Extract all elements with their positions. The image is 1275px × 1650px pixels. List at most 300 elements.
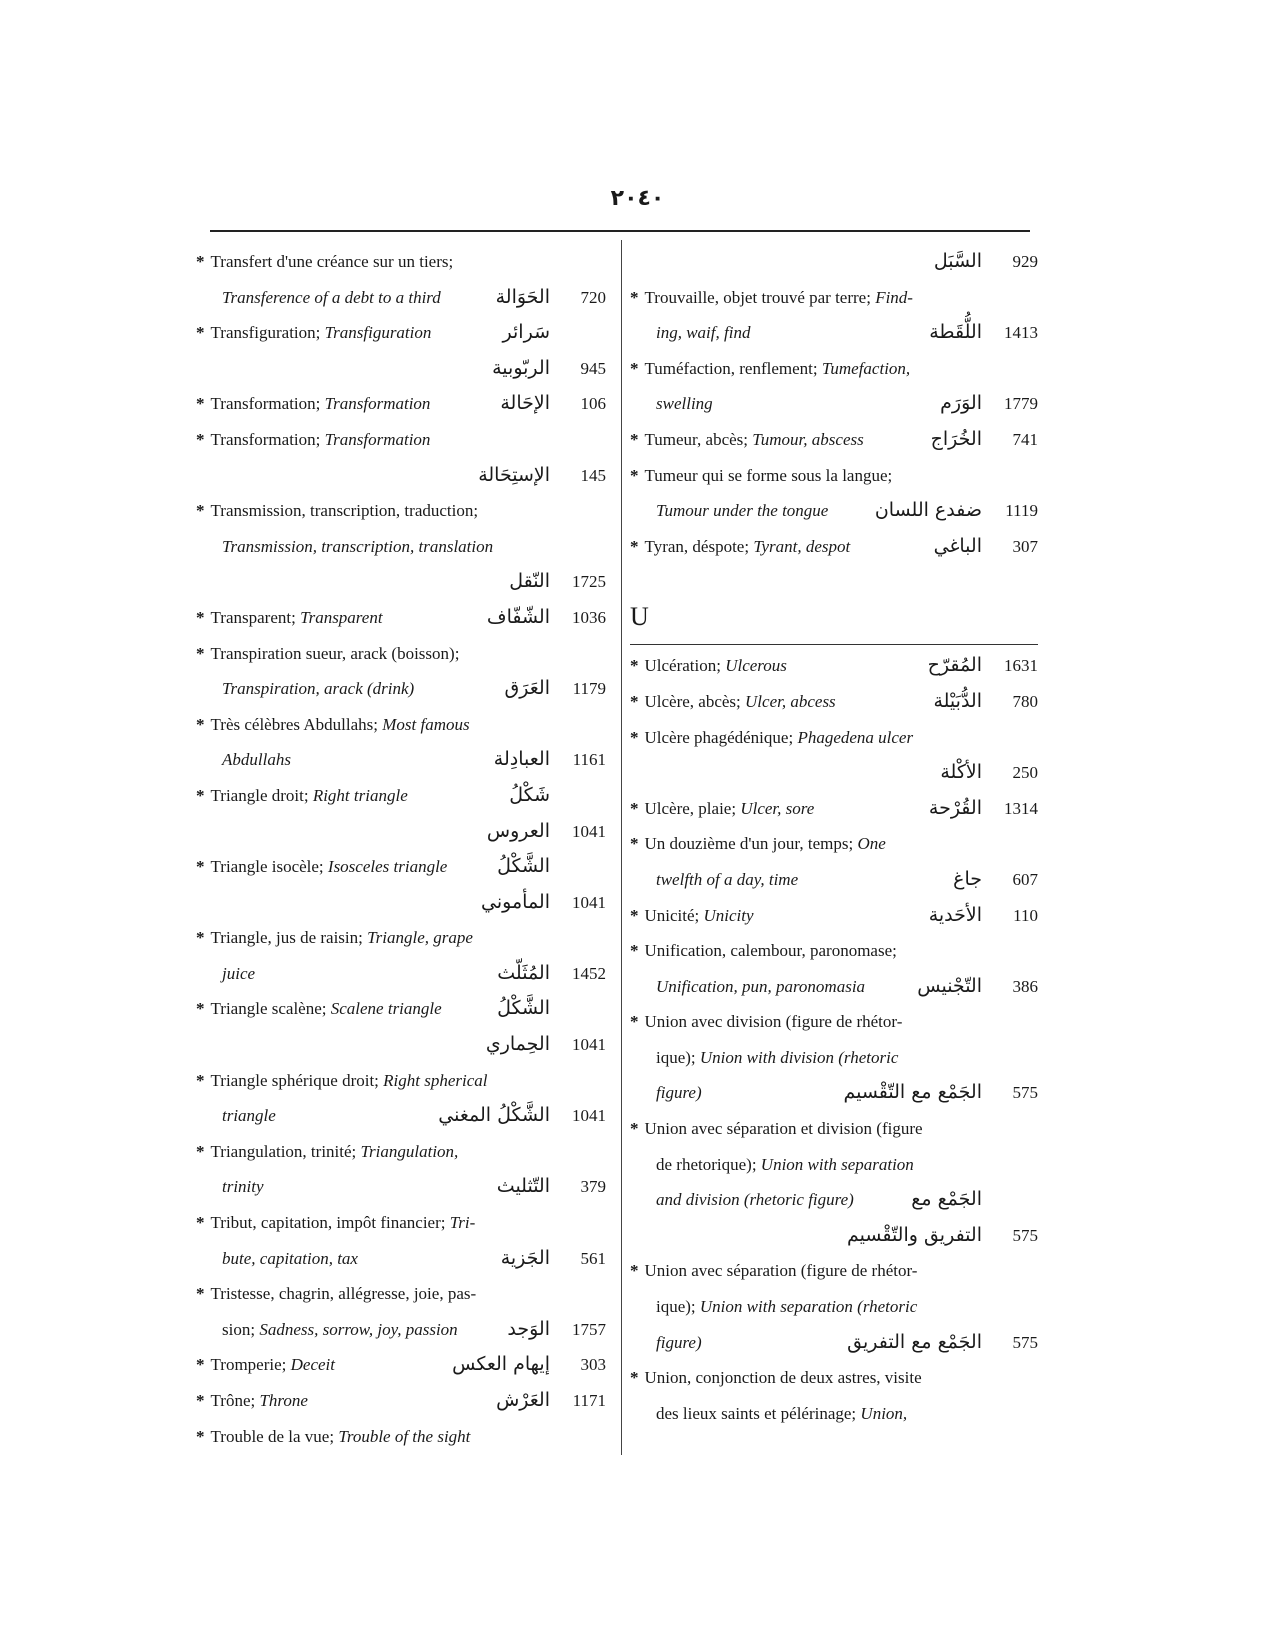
entry-text	[656, 386, 713, 422]
page-reference: 1171	[572, 1391, 606, 1410]
entry-continuation	[196, 529, 606, 565]
entry-text	[222, 671, 414, 707]
english-term: One	[857, 834, 886, 854]
entry-text	[222, 529, 493, 565]
english-term: Triangle, grape	[367, 928, 473, 948]
entry-continuation	[196, 1169, 606, 1205]
arabic-term: إيهام العكس	[452, 1353, 550, 1376]
header-rule	[210, 230, 1030, 232]
french-term: Unification, calembour, paronomase;	[644, 941, 897, 961]
bullet-icon: *	[196, 1141, 205, 1161]
bullet-icon: *	[196, 394, 205, 414]
entry-text	[656, 1147, 914, 1183]
entry-text	[196, 849, 447, 885]
english-term: Most famous	[382, 714, 470, 734]
french-term: Tyran, déspote;	[644, 536, 754, 556]
arabic-term: التّجْنيس	[917, 974, 982, 997]
arabic-term: الجَزية	[500, 1246, 550, 1269]
entry-text	[222, 1169, 264, 1205]
french-term: Tribut, capitation, impôt financier;	[210, 1213, 450, 1233]
entry-line	[630, 826, 1038, 862]
arabic-term: الوَرَم	[940, 392, 982, 415]
entry-line	[630, 1004, 1038, 1040]
english-term: Tumour under the tongue	[656, 501, 829, 521]
bullet-icon: *	[196, 643, 205, 663]
entry-text	[196, 991, 442, 1027]
entry-text	[196, 600, 383, 636]
arabic-term: النّقل	[509, 570, 550, 593]
arabic-term: الباغي	[933, 534, 982, 557]
arabic-term: الشَّكْلُ المغني	[438, 1104, 550, 1127]
arabic-term: الجَمْع مع	[911, 1188, 982, 1211]
entry-line	[630, 280, 1038, 316]
french-term: Transfiguration;	[210, 323, 325, 343]
english-term: Transference of a debt to a third	[222, 287, 441, 307]
page-reference: 1119	[1005, 501, 1038, 521]
entry-continuation	[630, 244, 1038, 280]
bullet-icon: *	[630, 1368, 639, 1388]
arabic-term: اللُّقَطة	[929, 321, 982, 344]
arabic-term: التفريق والتّقْسيم	[847, 1223, 982, 1246]
page-reference: 106	[580, 394, 606, 414]
french-term: Triangle sphérique droit;	[210, 1070, 384, 1090]
entry-text	[656, 1040, 898, 1076]
left-column	[196, 244, 606, 1454]
entry-text	[196, 244, 453, 280]
english-term: Transformation	[324, 394, 431, 414]
page-reference: 1041	[572, 1035, 606, 1055]
french-term: Tuméfaction, renflement;	[644, 358, 822, 378]
entry-line	[196, 244, 606, 280]
french-term: Triangle droit;	[210, 785, 313, 805]
arabic-term: العَرْش	[496, 1389, 550, 1411]
entry-text	[196, 1383, 308, 1419]
page-reference: 945	[580, 358, 606, 378]
entry-continuation	[630, 1218, 1038, 1254]
entry-text	[196, 636, 459, 672]
entry-text	[656, 493, 828, 529]
page-reference: 929	[1012, 252, 1038, 271]
entry-text	[630, 791, 814, 827]
page-reference: 1631	[1004, 656, 1038, 676]
arabic-term: العبادِلة	[493, 748, 550, 771]
entry-text	[656, 862, 798, 898]
entry-text	[630, 933, 897, 969]
entry-continuation	[630, 1325, 1038, 1361]
entry-continuation	[196, 885, 606, 921]
french-term: Tumeur, abcès;	[644, 429, 753, 449]
entry-line	[630, 458, 1038, 494]
entry-line	[196, 991, 606, 1027]
bullet-icon: *	[630, 1012, 639, 1032]
french-term: Triangle, jus de raisin;	[210, 928, 368, 948]
bullet-icon: *	[196, 785, 205, 805]
entry-text	[222, 280, 441, 316]
entry-continuation	[196, 956, 606, 992]
page-reference: 1452	[572, 963, 606, 983]
entry-line	[630, 1253, 1038, 1289]
page-reference: 1413	[1004, 323, 1038, 343]
french-term: Transformation;	[210, 394, 325, 414]
entry-line	[196, 636, 606, 672]
arabic-term: ضفدع اللسان	[874, 499, 982, 522]
page-reference: 1161	[572, 750, 606, 770]
bullet-icon: *	[630, 798, 639, 818]
page-reference: 145	[580, 465, 606, 485]
page-reference: 1725	[572, 572, 606, 592]
entry-line	[630, 351, 1038, 387]
french-term: Triangle scalène;	[210, 999, 331, 1019]
french-term: Tromperie;	[210, 1355, 291, 1375]
entry-line	[630, 1360, 1038, 1396]
arabic-term: الشَّكْلُ	[497, 855, 550, 878]
entry-text	[630, 648, 787, 684]
english-term: twelfth of a day, time	[656, 869, 799, 889]
english-term: trinity	[222, 1177, 264, 1197]
arabic-term: الإستِحَالة	[478, 463, 550, 486]
french-term: Union, conjonction de deux astres, visite	[644, 1368, 922, 1388]
page-reference: 307	[1012, 536, 1038, 556]
entry-text	[196, 1276, 476, 1312]
page-reference: 780	[1012, 691, 1038, 711]
bullet-icon: *	[196, 999, 205, 1019]
french-term: Union avec séparation et division (figure	[644, 1119, 923, 1139]
entry-continuation	[630, 315, 1038, 351]
entry-continuation	[196, 1027, 606, 1063]
arabic-term: السَّبَل	[933, 250, 982, 272]
french-term: Trône;	[210, 1391, 260, 1410]
bullet-icon: *	[630, 1119, 639, 1139]
english-term: Union with separation	[760, 1154, 914, 1174]
page-reference: 1779	[1004, 394, 1038, 414]
bullet-icon: *	[196, 1355, 205, 1375]
entry-text	[196, 1419, 470, 1455]
french-term: Trouvaille, objet trouvé par terre;	[644, 287, 876, 307]
bullet-icon: *	[196, 1426, 205, 1446]
entry-text	[196, 1205, 475, 1241]
french-term: ique);	[656, 1047, 700, 1067]
page-reference: 607	[1012, 869, 1038, 889]
french-term: Transfert d'une créance sur un tiers;	[210, 252, 454, 271]
french-term: Ulcère, abcès;	[644, 691, 746, 711]
entry-text	[630, 720, 913, 756]
entry-line	[196, 778, 606, 814]
arabic-term: الحِماري	[485, 1033, 550, 1056]
bullet-icon: *	[630, 691, 639, 711]
english-term: Trouble of the sight	[338, 1426, 471, 1446]
entry-text	[630, 351, 910, 387]
english-term: Deceit	[290, 1355, 335, 1375]
english-term: Ulcer, sore	[740, 798, 815, 818]
arabic-term: شَكْلُ	[509, 783, 550, 806]
arabic-term: القُرْحة	[928, 796, 982, 819]
bullet-icon: *	[196, 607, 205, 627]
entry-line	[196, 422, 606, 458]
column-divider	[621, 240, 622, 1455]
english-term: Ulcerous	[725, 656, 787, 676]
bullet-icon: *	[630, 905, 639, 925]
french-term: Transpiration sueur, arack (boisson);	[210, 643, 460, 663]
french-term: Tristesse, chagrin, allégresse, joie, pas-	[210, 1284, 477, 1304]
english-term: swelling	[656, 394, 713, 414]
french-term: Ulcération;	[644, 656, 726, 676]
english-term: Tumour, abscess	[752, 429, 864, 449]
french-term: Très célèbres Abdullahs;	[210, 714, 383, 734]
page-reference: 379	[580, 1177, 606, 1197]
bullet-icon: *	[630, 287, 639, 307]
english-term: Isosceles triangle	[327, 857, 448, 877]
entry-text	[222, 1098, 276, 1134]
arabic-term: الخُرَاج	[930, 427, 982, 450]
french-term: Triangulation, trinité;	[210, 1141, 361, 1161]
bullet-icon: *	[196, 252, 205, 271]
entry-text	[196, 920, 473, 956]
right-column	[630, 244, 1038, 1431]
arabic-term: المأموني	[481, 890, 550, 913]
arabic-term: الربّوبية	[492, 356, 550, 379]
entry-text	[222, 742, 291, 778]
arabic-term: الإحَالة	[500, 392, 550, 415]
english-term: Right spherical	[383, 1070, 488, 1090]
page-reference: 386	[1012, 976, 1038, 996]
english-term: Tumefaction,	[821, 358, 911, 378]
entry-text	[656, 1325, 702, 1361]
entry-continuation	[630, 386, 1038, 422]
entry-text	[630, 280, 913, 316]
entry-continuation	[630, 1396, 1038, 1432]
entry-line	[196, 493, 606, 529]
french-term: sion;	[222, 1319, 260, 1339]
entry-text	[630, 458, 892, 494]
english-term: figure)	[656, 1083, 702, 1103]
entry-line	[630, 720, 1038, 756]
french-term: Union avec séparation (figure de rhétor-	[644, 1261, 918, 1281]
entry-continuation	[196, 564, 606, 600]
page-reference: 110	[1013, 905, 1038, 925]
arabic-term: المُثَلّث	[497, 961, 550, 984]
english-term: Ulcer, abcess	[745, 691, 836, 711]
page-reference: 575	[1012, 1225, 1038, 1245]
entry-text	[656, 1182, 854, 1218]
page-reference: 741	[1012, 429, 1038, 449]
entry-continuation	[630, 862, 1038, 898]
entry-continuation	[196, 671, 606, 707]
arabic-term: سَرائر	[502, 321, 550, 344]
english-term: Find-	[875, 287, 913, 307]
arabic-term: الحَوَالة	[495, 285, 550, 308]
english-term: Union,	[860, 1403, 908, 1423]
entry-line	[630, 791, 1038, 827]
entry-text	[656, 1396, 907, 1432]
english-term: Tyrant, despot	[753, 536, 851, 556]
french-term: Tumeur qui se forme sous la langue;	[644, 465, 893, 485]
entry-line	[630, 684, 1038, 720]
english-term: Sadness, sorrow, joy, passion	[259, 1319, 458, 1339]
english-term: Transpiration, arack (drink)	[222, 679, 415, 699]
entry-line	[630, 1111, 1038, 1147]
bullet-icon: *	[196, 429, 205, 449]
english-term: juice	[222, 963, 256, 983]
english-term: Tri-	[449, 1213, 476, 1233]
entry-line	[196, 1276, 606, 1312]
entry-text	[630, 422, 864, 458]
bullet-icon: *	[630, 358, 639, 378]
english-term: ing, waif, find	[656, 323, 751, 343]
bullet-icon: *	[196, 928, 205, 948]
spacer	[630, 564, 1038, 592]
entry-text	[196, 707, 470, 743]
entry-text	[630, 1111, 923, 1147]
entry-text	[196, 1063, 488, 1099]
french-term: Transmission, transcription, traduction;	[210, 501, 479, 521]
bullet-icon: *	[196, 1284, 205, 1304]
bullet-icon: *	[196, 501, 205, 521]
entry-text	[222, 1312, 458, 1348]
entry-continuation	[196, 458, 606, 494]
entry-text	[630, 898, 754, 934]
entry-text	[630, 826, 886, 862]
english-term: Transfiguration	[324, 323, 432, 343]
entry-line	[196, 1383, 606, 1419]
bullet-icon: *	[630, 941, 639, 961]
bullet-icon: *	[630, 656, 639, 676]
arabic-term: التّثليث	[496, 1175, 550, 1198]
entry-text	[630, 1360, 922, 1396]
page-reference: 250	[1012, 763, 1038, 783]
english-term: Union with separation (rhetoric	[699, 1297, 918, 1317]
arabic-term: الوَجد	[507, 1317, 550, 1340]
french-term: ique);	[656, 1297, 700, 1317]
entry-line	[196, 1134, 606, 1170]
page-reference: 1314	[1004, 798, 1038, 818]
arabic-term: الشَّكْلُ	[497, 997, 550, 1020]
french-term: Union avec division (figure de rhétor-	[644, 1012, 903, 1032]
arabic-term: الجَمْع مع التّقْسيم	[843, 1081, 982, 1104]
english-term: Throne	[259, 1391, 308, 1410]
page-reference: 1036	[572, 607, 606, 627]
entry-continuation	[630, 1075, 1038, 1111]
entry-line	[196, 600, 606, 636]
entry-continuation	[196, 742, 606, 778]
entry-text	[222, 1241, 358, 1277]
arabic-term: جاغ	[953, 867, 982, 890]
entry-line	[630, 898, 1038, 934]
bullet-icon: *	[196, 1213, 205, 1233]
english-term: and division (rhetoric figure)	[656, 1190, 854, 1210]
arabic-term: الشّفّاف	[486, 605, 550, 628]
page-reference: 561	[580, 1248, 606, 1268]
entry-continuation	[196, 280, 606, 316]
page-reference: 1757	[572, 1319, 606, 1339]
page-reference: 303	[580, 1355, 606, 1375]
french-term: Transformation;	[210, 429, 325, 449]
entry-line	[630, 933, 1038, 969]
arabic-term: المُقرّح	[927, 654, 982, 677]
entry-line	[196, 1347, 606, 1383]
english-term: Unification, pun, paronomasia	[656, 976, 866, 996]
section-heading: U	[630, 602, 649, 632]
entry-continuation	[630, 755, 1038, 791]
entry-text	[196, 1347, 335, 1383]
english-term: Transparent	[300, 607, 383, 627]
arabic-term: الدُّبَيْلة	[933, 689, 982, 712]
entry-line	[196, 1063, 606, 1099]
page-reference: 1041	[572, 821, 606, 841]
entry-line	[196, 1205, 606, 1241]
french-term: de rhetorique);	[656, 1154, 761, 1174]
entry-text	[196, 315, 431, 351]
french-term: des lieux saints et pélérinage;	[656, 1403, 861, 1423]
english-term: triangle	[222, 1106, 276, 1126]
bullet-icon: *	[196, 323, 205, 343]
arabic-term: الجَمْع مع التفريق	[847, 1330, 982, 1353]
entry-text	[630, 529, 850, 565]
entry-text	[656, 1289, 917, 1325]
entry-line	[196, 707, 606, 743]
page-reference: 1041	[572, 892, 606, 912]
french-term: Ulcère phagédénique;	[644, 727, 798, 747]
entry-line	[630, 529, 1038, 565]
entry-text	[656, 315, 750, 351]
bullet-icon: *	[196, 857, 205, 877]
english-term: Triangulation,	[360, 1141, 459, 1161]
english-term: Unicity	[703, 905, 754, 925]
arabic-term: الأكْلة	[940, 761, 982, 784]
entry-text	[656, 1075, 702, 1111]
french-term: Trouble de la vue;	[210, 1426, 339, 1446]
bullet-icon: *	[196, 714, 205, 734]
page-reference: 575	[1012, 1083, 1038, 1103]
page-reference: 720	[580, 287, 606, 307]
entry-text	[630, 1004, 902, 1040]
entry-continuation	[196, 351, 606, 387]
english-term: Phagedena ulcer	[797, 727, 914, 747]
french-term: Transparent;	[210, 607, 301, 627]
entry-line	[196, 920, 606, 956]
entry-continuation	[630, 493, 1038, 529]
entry-line	[196, 315, 606, 351]
entry-line	[196, 386, 606, 422]
entry-line	[196, 1419, 606, 1455]
entry-text	[196, 386, 430, 422]
bullet-icon: *	[630, 536, 639, 556]
page-number: ٢٠٤٠	[610, 186, 665, 211]
bullet-icon: *	[630, 727, 639, 747]
bullet-icon: *	[630, 834, 639, 854]
bullet-icon: *	[630, 429, 639, 449]
entry-continuation	[630, 1147, 1038, 1183]
english-term: bute, capitation, tax	[222, 1248, 358, 1268]
entry-continuation	[630, 1289, 1038, 1325]
entry-line	[196, 849, 606, 885]
english-term: Scalene triangle	[330, 999, 442, 1019]
entry-text	[630, 684, 836, 720]
entry-continuation	[630, 1182, 1038, 1218]
french-term: Unicité;	[644, 905, 704, 925]
entry-line	[630, 422, 1038, 458]
english-term: Union with division (rhetoric	[699, 1047, 899, 1067]
bullet-icon: *	[196, 1391, 205, 1410]
bullet-icon: *	[196, 1070, 205, 1090]
entry-text	[222, 956, 255, 992]
entry-continuation	[630, 969, 1038, 1005]
english-term: Abdullahs	[222, 750, 291, 770]
english-term: Transmission, transcription, translation	[222, 536, 494, 556]
english-term: figure)	[656, 1332, 702, 1352]
page-reference: 1179	[572, 679, 606, 699]
arabic-term: العروس	[486, 819, 550, 842]
english-term: Right triangle	[312, 785, 408, 805]
